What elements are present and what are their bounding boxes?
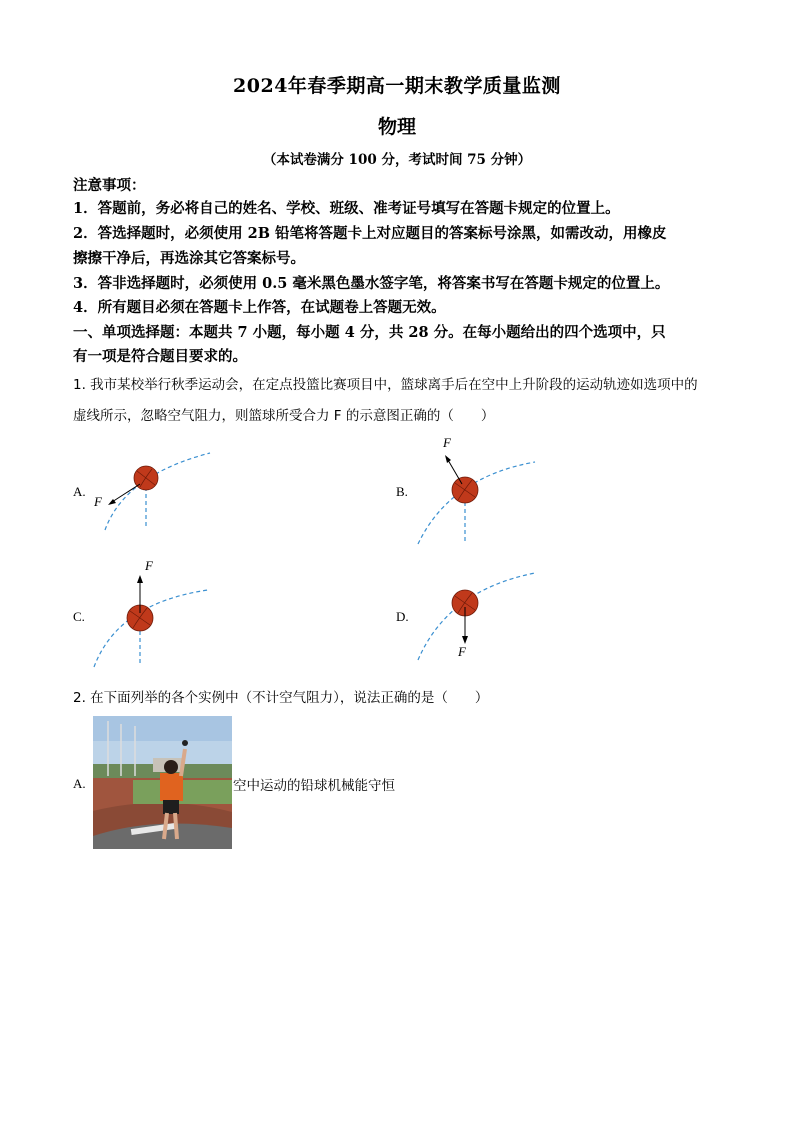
q1-option-d-label[interactable]: D.	[396, 609, 409, 624]
q1-stem-line2: 虚线所示，忽略空气阻力，则篮球所受合力 F 的示意图正确的（ ）	[73, 408, 495, 424]
q2-stem: 2. 在下面列举的各个实例中（不计空气阻力），说法正确的是（ ）	[73, 690, 489, 706]
notice-item-2-cont: 擦擦干净后，再选涂其它答案标号。	[73, 250, 305, 267]
q2-option-a-text: 空中运动的铅球机械能守恒	[233, 778, 395, 794]
q1-option-a-figure	[85, 445, 220, 535]
exam-note: （本试卷满分 100 分，考试时间 75 分钟）	[262, 152, 532, 168]
section-heading-line2: 有一项是符合题目要求的。	[73, 348, 247, 365]
q1-option-b-label[interactable]: B.	[396, 484, 408, 499]
notice-item-1: 1．答题前，务必将自己的姓名、学校、班级、准考证号填写在答题卡规定的位置上。	[73, 200, 620, 217]
q1-option-b-figure	[410, 432, 545, 547]
subject-title: 物理	[377, 116, 416, 138]
q1-option-a-label[interactable]: A.	[73, 484, 86, 499]
shot-put-photo	[93, 716, 232, 849]
q1-option-c-figure	[88, 555, 218, 670]
notice-item-3: 3．答非选择题时，必须使用 0.5 毫米黑色墨水签字笔，将答案书写在答题卡规定的位置上。	[73, 275, 670, 292]
q1-option-c-force-label: F	[145, 558, 153, 573]
section-heading-line1: 一、单项选择题：本题共 7 小题，每小题 4 分，共 28 分。在每小题给出的四个选项中，只	[73, 324, 666, 341]
q1-stem-line1: 1. 我市某校举行秋季运动会，在定点投篮比赛项目中，篮球离手后在空中上升阶段的运动轨迹如选项中的	[73, 377, 698, 393]
shot-put-illustration	[93, 716, 232, 849]
q1-option-d-figure	[410, 565, 545, 665]
q1-option-d-force-label: F	[458, 644, 466, 659]
q1-option-a-force-label: F	[94, 494, 102, 509]
notice-item-2: 2．答选择题时，必须使用 2B 铅笔将答题卡上对应题目的答案标号涂黑，如需改动，用橡皮	[73, 225, 667, 242]
page-title: 2024年春季期高一期末教学质量监测	[233, 75, 561, 97]
q1-option-c-label[interactable]: C.	[73, 609, 85, 624]
notice-heading: 注意事项：	[73, 177, 146, 194]
q1-option-b-force-label: F	[443, 435, 451, 450]
notice-item-4: 4．所有题目必须在答题卡上作答，在试题卷上答题无效。	[73, 299, 446, 316]
q2-option-a-label[interactable]: A.	[73, 776, 86, 791]
